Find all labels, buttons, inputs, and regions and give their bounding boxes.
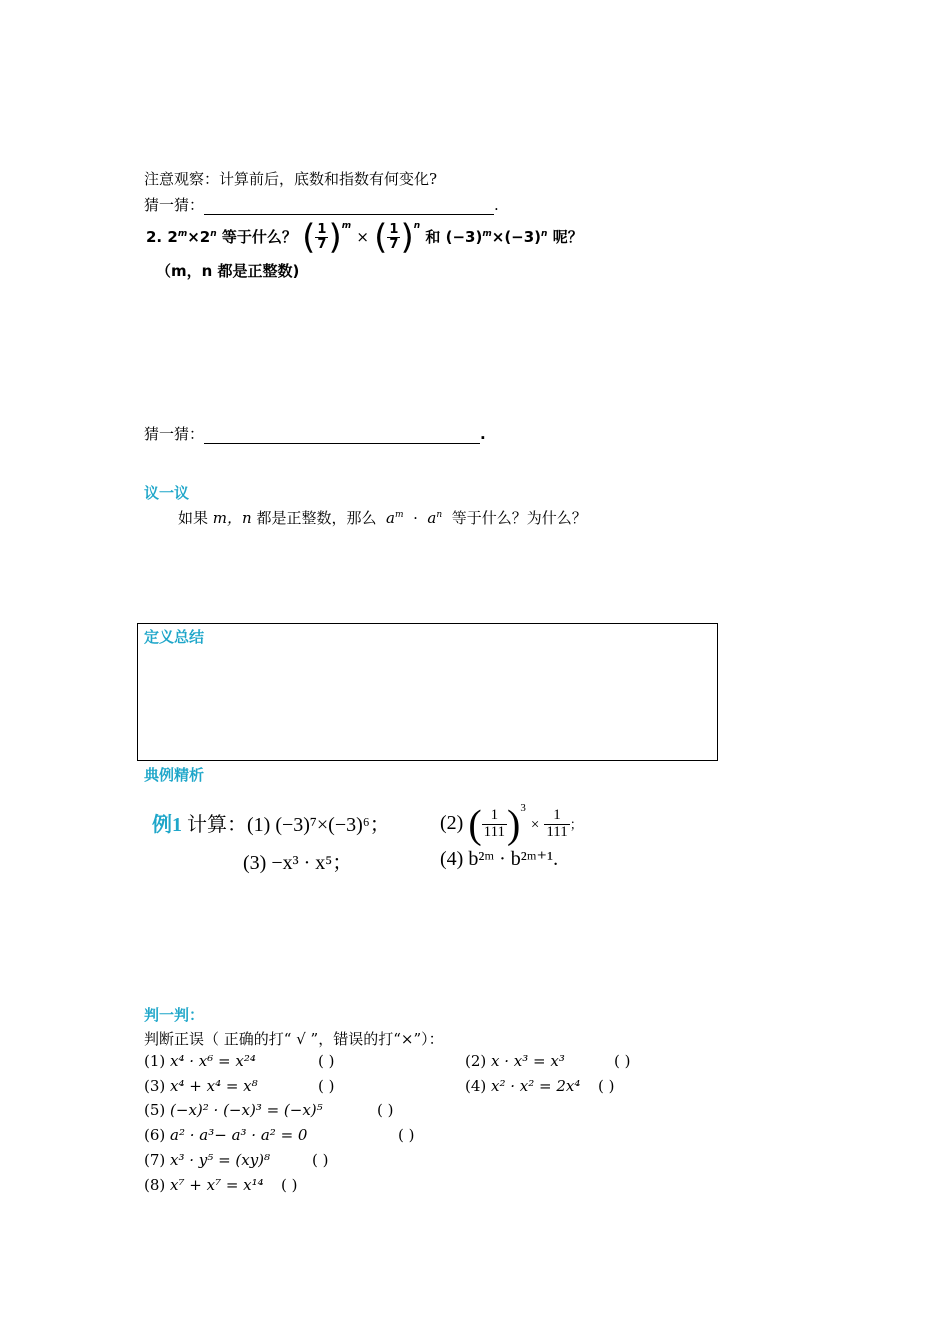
judge-instruction: 判断正误（ 正确的打“ √ ”，错误的打“×”）：	[144, 1030, 444, 1048]
fraction-1-7-b: $\frac{1}{7}$	[389, 222, 399, 252]
q2-exp-n: n	[210, 229, 217, 239]
fraction-1-7: $\frac{1}{7}$	[317, 222, 327, 252]
q2-frac-exp-n: n	[413, 221, 421, 231]
judge-bracket-2[interactable]: ( )	[614, 1052, 631, 1070]
discuss-vars: m，n	[212, 509, 252, 527]
item-label: (8)	[144, 1176, 166, 1194]
discuss-p2: 都是正整数，那么	[256, 509, 377, 527]
judge-bracket-7[interactable]: ( )	[312, 1151, 329, 1169]
q2-note: （m，n 都是正整数)	[156, 262, 300, 280]
q2-frac-exp-m: m	[341, 221, 352, 231]
judge-bracket-4[interactable]: ( )	[598, 1077, 615, 1095]
example-label: 例1	[152, 814, 182, 836]
e2-fraction-2: $\frac{1}{111}$	[546, 807, 568, 840]
example-1-e2	[440, 800, 583, 848]
examples-title: 典例精析	[144, 766, 205, 784]
item-expr: x · x³ = x³	[491, 1052, 565, 1070]
item-expr: a² · a³− a³ · a² = 0	[170, 1126, 308, 1144]
discuss-exp-m: m	[394, 510, 404, 520]
q2-times-2: ×	[356, 228, 369, 246]
judge-item-5	[144, 1101, 323, 1119]
item-expr: x² · x² = 2x⁴	[491, 1077, 581, 1095]
q2-exp-m: m	[177, 229, 188, 239]
example-compute: 计算：	[187, 814, 247, 836]
example-1-e4: (4) b²ᵐ · b²ᵐ⁺¹.	[440, 848, 559, 870]
judge-title: 判一判：	[144, 1006, 205, 1024]
judge-bracket-6[interactable]: ( )	[398, 1126, 415, 1144]
summary-title: 定义总结	[144, 628, 205, 646]
answer-blank-2[interactable]	[204, 427, 480, 444]
guess-end-2: .	[480, 425, 486, 443]
discuss-exp-n: n	[436, 510, 443, 520]
q2-and: 和	[425, 228, 441, 246]
item-label: (6)	[144, 1126, 166, 1144]
e2-exp: 3	[520, 802, 526, 814]
judge-bracket-3[interactable]: ( )	[318, 1077, 335, 1095]
judge-item-6	[144, 1126, 307, 1144]
e2-right-paren: )	[507, 801, 521, 847]
guess-label: 猜一猜：	[144, 196, 205, 214]
item-expr: x⁷ + x⁷ = x¹⁴	[170, 1176, 264, 1194]
item-label: (7)	[144, 1151, 166, 1169]
left-paren: (	[302, 217, 316, 258]
discuss-base-a2: a	[427, 509, 437, 527]
guess-line-1	[144, 194, 499, 215]
item-label: (2)	[465, 1052, 487, 1070]
e2-end: ；	[569, 817, 583, 832]
question-2	[146, 215, 583, 259]
item-expr: x⁴ · x⁶ = x²⁴	[170, 1052, 256, 1070]
guess-label-2: 猜一猜：	[144, 425, 205, 443]
q2-neg3-exp-n: n	[541, 229, 548, 239]
judge-bracket-5[interactable]: ( )	[377, 1101, 394, 1119]
judge-bracket-8[interactable]: ( )	[281, 1176, 298, 1194]
q2-ne: 呢？	[552, 228, 583, 246]
item-expr: (−x)² · (−x)³ = (−x)⁵	[170, 1101, 323, 1119]
discuss-dot: ·	[413, 509, 418, 527]
judge-item-2	[465, 1052, 565, 1070]
q2-number: 2.	[146, 228, 163, 246]
item-expr: x⁴ + x⁴ = x⁸	[170, 1077, 258, 1095]
q2-times-3: ×	[491, 228, 505, 246]
discuss-p1: 如果	[178, 509, 209, 527]
q2-neg3-a: (−3)	[445, 228, 483, 246]
right-paren-2: )	[400, 217, 414, 258]
guess-end: .	[494, 196, 499, 214]
q2-expr-base2: 2	[199, 228, 211, 246]
item-label: (1)	[144, 1052, 166, 1070]
q2-neg3-b: (−3)	[504, 228, 542, 246]
e2-left-paren: (	[468, 801, 482, 847]
judge-item-3	[144, 1077, 258, 1095]
right-paren: )	[328, 217, 342, 258]
item-expr: x³ · y⁵ = (xy)⁸	[170, 1151, 271, 1169]
discuss-base-a: a	[386, 509, 395, 527]
judge-item-7	[144, 1151, 270, 1169]
example-1-e3: (3) −x³ · x⁵；	[243, 852, 353, 874]
item-label: (4)	[465, 1077, 487, 1095]
item-label: (3)	[144, 1077, 166, 1095]
guess-line-2	[144, 423, 486, 444]
q2-asks: 等于什么？	[221, 228, 297, 246]
q2-expr-base1: 2	[167, 228, 178, 246]
discuss-p3: 等于什么？为什么？	[451, 509, 587, 527]
q2-neg3-exp-m: m	[482, 229, 492, 239]
left-paren-2: (	[374, 217, 388, 258]
q2-times: ×	[187, 228, 200, 246]
example-1-row-1	[152, 808, 390, 842]
answer-blank[interactable]	[204, 199, 494, 215]
discuss-question	[178, 507, 587, 528]
summary-box[interactable]	[137, 623, 718, 761]
judge-item-1	[144, 1052, 256, 1070]
judge-bracket-1[interactable]: ( )	[318, 1052, 335, 1070]
judge-item-4	[465, 1077, 580, 1095]
item-label: (5)	[144, 1101, 166, 1119]
discuss-title: 议一议	[144, 484, 190, 502]
observe-text: 注意观察：计算前后，底数和指数有何变化?	[144, 170, 438, 188]
e2-prefix: (2)	[440, 812, 464, 834]
example-e1: (1) (−3)⁷×(−3)⁶；	[247, 814, 390, 836]
e2-times: ×	[530, 817, 540, 833]
judge-item-8	[144, 1176, 264, 1194]
e2-fraction-1: $\frac{1}{111}$	[483, 807, 506, 840]
